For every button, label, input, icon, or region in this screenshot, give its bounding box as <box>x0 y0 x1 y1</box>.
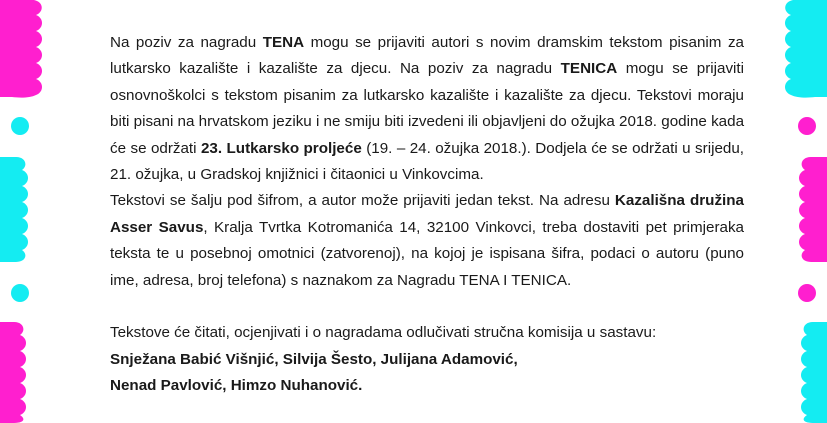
left-decoration <box>0 0 60 423</box>
paragraph-call-for-entries <box>110 30 744 188</box>
text-segment: , Kralja Tvrtka Kotromanića 14, 32100 Vinkovci, treba dostaviti pet primjeraka teksta te u posebnoj omotnici (zatvorenoj), na kojoj je ispisana šifra, podaci o autoru (puno ime, adresa, broj telefona) s naznakom za Nagradu TENA I TENICA. <box>110 218 744 289</box>
text-segment: Na poziv za nagradu <box>110 34 263 51</box>
announcement-text <box>110 30 744 400</box>
cyan-scallop-shape <box>0 157 28 262</box>
magenta-dot <box>798 117 816 135</box>
cyan-dot <box>11 117 29 135</box>
text-segment: (19. – 24. ožujka 2018.). Dodjela će se održati u srijedu, 21. ožujka, u Gradskoj knjižnici i čitaonici u Vinkovcima. <box>110 139 745 184</box>
paragraph-spacer <box>110 294 744 320</box>
text-segment: mogu se prijaviti autori s novim dramskim tekstom pisanim za lutkarsko kazalište i kazalište za djecu. Na poziv za nagradu <box>110 34 744 78</box>
text-segment: Tekstovi se šalju pod šifrom, a autor može prijaviti jedan tekst. Na adresu <box>110 192 615 210</box>
award-name-tenica: TENICA <box>560 60 618 78</box>
paragraph-committee <box>110 320 744 399</box>
magenta-scallop-shape <box>799 157 827 262</box>
award-name-tena: TENA <box>262 34 305 51</box>
cyan-scallop-shape <box>785 0 827 98</box>
paragraph-submission <box>110 188 744 294</box>
theatre-company-name: Kazališna družina Asser Savus <box>110 192 744 236</box>
cyan-dot <box>11 284 29 302</box>
committee-members-line: Snježana Babić Višnjić, Silvija Šesto, Julijana Adamović, <box>110 350 518 368</box>
magenta-scallop-shape <box>0 322 26 423</box>
committee-members-line: Nenad Pavlović, Himzo Nuhanović. <box>110 377 363 395</box>
festival-name: 23. Lutkarsko proljeće <box>200 139 362 157</box>
text-segment: mogu se prijaviti osnovnoškolci s tekstom pisanim za lutkarsko kazalište i kazalište za djecu. Tekstovi moraju biti pisani na hrvatskom jeziku i ne smiju biti izvedeni ili objavljeni do ožujka 2018. godine kada će se održati <box>110 60 745 157</box>
magenta-scallop-shape <box>0 0 42 98</box>
right-decoration <box>767 0 827 423</box>
magenta-dot <box>798 284 816 302</box>
committee-intro: Tekstove će čitati, ocjenjivati i o nagradama odlučivati stručna komisija u sastavu: <box>110 324 657 342</box>
cyan-scallop-shape <box>801 322 827 423</box>
